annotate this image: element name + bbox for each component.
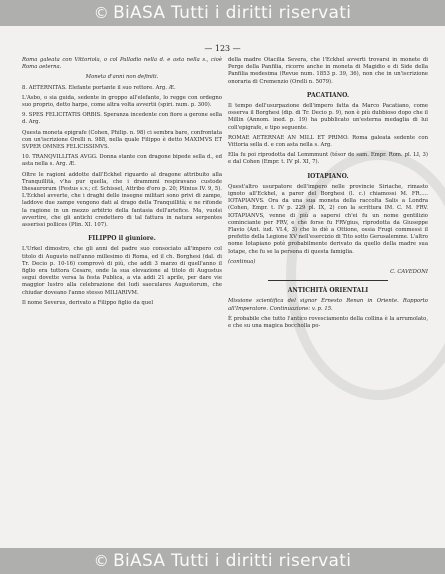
paragraph: Il tempo dell'usurpazione dell'impero fatta da Marco Pacatiano, come osserva il Borghesi (dip. di Tr. Decio p. 9), non è più dubbioso dopo che il Millin (Annom. ined. p. 19) ha pubblicato un'esterna medaglia di lui coll'epigrafe, e tipo seguente. [228, 103, 428, 131]
coin-entry: 8. AETERNITAS. Elefante portante il suo rettore. Arg. Æ. [22, 84, 176, 91]
copyright-symbol: © [93, 4, 110, 22]
paragraph: Roma galeata con Vittoriola, o col Palladio nella d. e asta nella s., cioè Roma aeterna. [22, 57, 222, 71]
section-heading: FILIPPO il giuniore. [88, 235, 156, 243]
paragraph: È probabile che tutto l'antico rovesciamento della collina è la arrumolato, e che su una magica boccholla po- [228, 315, 428, 330]
section-heading: ANTICHITÀ ORIENTALI [287, 287, 369, 295]
watermark-banner-top [0, 0, 445, 26]
paragraph: della madre Otacilia Severa, che l'Eckhel avverti trovarsi in monete di Perge della Panfilia, ricorre anche in moneta di Magidio e di Side della Panfilia medesima (Revue num. 1853 p. 39, 36), non che in un'iscrizione onoraria di Cremenzio (Orelli n. 5079). [228, 57, 428, 85]
coin-entry: 10. TRANQVILLITAS AVGG. Donna stante con dragone bipede sella d., ed asta nella s. Arg. Æ. [22, 154, 222, 168]
paragraph: Quest'altro usurpatore dell'impero nelle provincie Siriache, rimasto ignoto all'Eckhel, a parer del Borghesi (l. c.) chiamossi M. FR..... IOTAPIANVS. Ora da una sua moneta della raccolta Salis a Londra (Cohen, Empr. t. IV p. 229 pl. IX, 2) con la scrittura IM. C. M. FRV. IOTAPIANVS, venne di più a sapersi ch'ei fu un nome gentilizio cominciante per FRV, e che forse fu FRVgius, riprodotta da Giuseppe Flavio (Ant. iud. VI.4, 3) che lo diè a Ottione, ossia Frugi commessi il prefetto della Legione XV nell'esercizio di Tito sotto Gerusalemme. L'altro nome Iotapiano potè probabilmente derivato da quello della madre sua Iotape, che fu se la persona di questa famiglia. [228, 183, 428, 255]
watermark-text: BiASA Tutti i diritti riservati [113, 551, 352, 571]
paragraph: Ella fu poi riprodotta dal Lemmmunt (tésor de sam. Empr. Rom. pl. LI, 3) e dal Cohen (Empr. t. IV pl. XI, 7). [228, 152, 428, 166]
paragraph: L'Urkel dimostro, che gli anni del padre suo consociato all'impero col titolo di Augusto nell'anno millesimo di Roma, ed il ch. Borghesi (dal. di Tr. Decio p. 10-16) comprovò di più, che addi 3 marzo di quell'anno il figlio era tuttora Cesare, onde la sua elevazione al titolo di Augustus segui dovette versa la festa Publica, a via addi 21 aprile, per dare vie maggior lustro alla celebrazione dei ludi saeculares Augustorum, che chiudar doveano l'anno stesso MILIARIVM. [22, 246, 222, 296]
page-number: — 123 — [204, 44, 241, 53]
left-column [22, 57, 222, 310]
author-signature: C. CAVEDONI [390, 269, 428, 276]
section-heading: PACATIANO. [306, 91, 350, 99]
section-heading: IOTAPIANO. [307, 172, 349, 180]
copyright-symbol: © [93, 552, 110, 570]
watermark-banner-bottom [0, 548, 445, 574]
paragraph: Moneta d'anni non definiti. [85, 74, 159, 81]
section-divider [268, 280, 388, 281]
coin-entry: ROMAE AETERNAE AN MILL ET PRIMO. Roma galeata sedente con Vittoria sella d. e con asta nella s. Arg. [228, 134, 428, 149]
continuation-note: (continua) [228, 258, 256, 265]
paragraph: L'Asbo, o sia guida, sedente in groppo all'elefante, lo regge con ordegno suo proprio, detto harpe, come altra volta avvertii (spiri. num. p. 300). [22, 94, 222, 109]
coin-entry: 9. SPES FELICITATIS ORBIS. Speranza incedente con fiore a gerone sella d. Arg. [22, 112, 222, 126]
paragraph: Questa moneta epigrafe (Cohen, Philip. n. 98) ci sembra bare, confrontata con un'iscrizione Orelli n. 988, nella quale Filippo è detto MAXIMVS ET SVPER OMNES FELICISSIMVS. [22, 129, 222, 151]
paragraph: Missione scientifica del signor Ernesto Renan in Oriente. Rapporto all'Imperatore. Continuazione: v. p. 15. [228, 298, 428, 312]
paragraph: Oltre le ragioni addotte dall'Eckhel riguardo al dragone attribuito alla Tranquillità, v'ha pur quella, che i drammmi respiravano custode thesaurorum (Festus s.v.; cf. Schissel, Attribo d'oro p. 20; Plinius IV. 9, 5). L'Eckhel avverte, che i draghi delle insegne militari sono privi di zampe, laddove due zampe vengono dati al drago della Tranquillità; e ne rifonde la ragione in un mezzo arbitrio della fantasia dell'artefice. Ma, vuolsi avvertire, che gli antichi credettero di tal fattura in natura serpentes asserissi pollices (Plin. XI. 107). [22, 171, 222, 229]
paragraph: Il nome Severus, derivato a Filippo figlio da quel [22, 299, 154, 306]
watermark-text: BiASA Tutti i diritti riservati [113, 3, 352, 23]
right-column [228, 57, 428, 333]
